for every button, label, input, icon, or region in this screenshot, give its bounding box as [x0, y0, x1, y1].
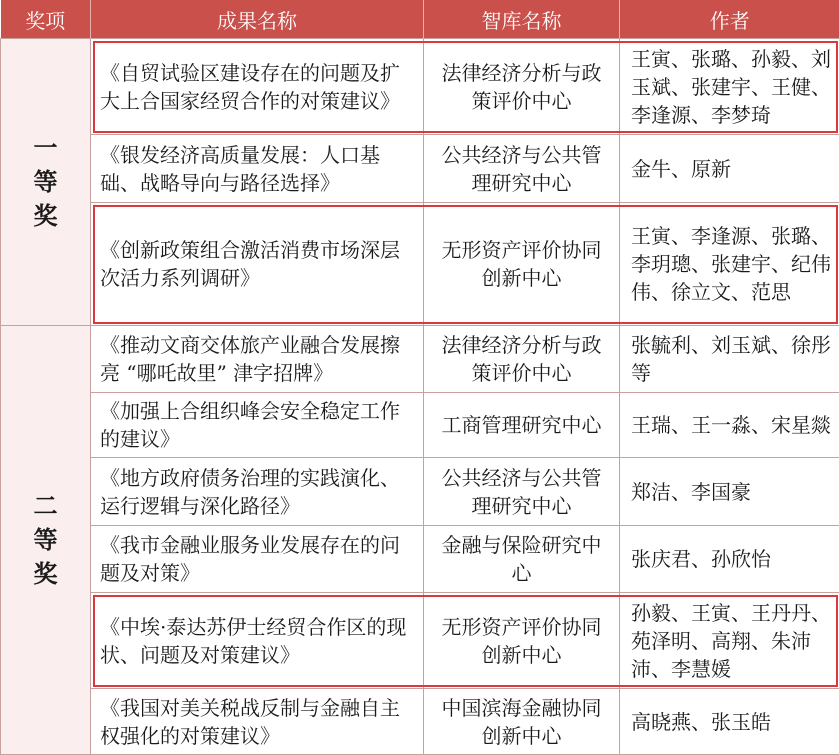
- header-row: [1, 0, 839, 39]
- title-cell: 《中埃·泰达苏伊士经贸合作区的现状、问题及对策建议》: [91, 593, 424, 689]
- org-cell: 无形资产评价协同创新中心: [424, 203, 620, 326]
- table-row: [1, 203, 839, 326]
- title-cell: 《我国对美关税战反制与金融自主权强化的对策建议》: [91, 689, 424, 755]
- header-title: 成果名称: [91, 0, 424, 39]
- authors-cell: 郑洁、李国豪: [620, 458, 839, 526]
- table-row: [1, 526, 839, 593]
- title-cell: 《我市金融业服务业发展存在的问题及对策》: [91, 526, 424, 593]
- authors-cell: 金牛、原新: [620, 135, 839, 203]
- header-authors: 作者: [620, 0, 839, 39]
- header-org: 智库名称: [424, 0, 620, 39]
- org-cell: 无形资产评价协同创新中心: [424, 593, 620, 689]
- award-first-prize: 一等奖: [1, 39, 91, 326]
- table-row: [1, 458, 839, 526]
- title-cell: 《推动文商交体旅产业融合发展擦亮 “哪吒故里” 津字招牌》: [91, 326, 424, 393]
- table-row: [1, 326, 839, 393]
- authors-cell: 张毓利、刘玉斌、徐彤等: [620, 326, 839, 393]
- header-award: 奖项: [1, 0, 91, 39]
- org-cell: 工商管理研究中心: [424, 393, 620, 458]
- authors-cell: 孙毅、王寅、王丹丹、苑泽明、高翔、朱沛沛、李慧媛: [620, 593, 839, 689]
- title-cell: 《银发经济高质量发展：人口基础、战略导向与路径选择》: [91, 135, 424, 203]
- org-cell: 公共经济与公共管理研究中心: [424, 458, 620, 526]
- authors-cell: 高晓燕、张玉皓: [620, 689, 839, 755]
- authors-cell: 王瑞、王一淼、宋星燚: [620, 393, 839, 458]
- title-cell: 《自贸试验区建设存在的问题及扩大上合国家经贸合作的对策建议》: [91, 39, 424, 135]
- table-row: [1, 393, 839, 458]
- table-row: [1, 39, 839, 135]
- org-cell: 法律经济分析与政策评价中心: [424, 326, 620, 393]
- table-row: [1, 593, 839, 689]
- award-second-prize: 二等奖: [1, 326, 91, 755]
- org-cell: 法律经济分析与政策评价中心: [424, 39, 620, 135]
- table-row: [1, 689, 839, 755]
- org-cell: 中国滨海金融协同创新中心: [424, 689, 620, 755]
- authors-cell: 王寅、李逢源、张璐、李玥璁、张建宇、纪伟伟、徐立文、范思: [620, 203, 839, 326]
- title-cell: 《地方政府债务治理的实践演化、运行逻辑与深化路径》: [91, 458, 424, 526]
- org-cell: 公共经济与公共管理研究中心: [424, 135, 620, 203]
- org-cell: 金融与保险研究中心: [424, 526, 620, 593]
- title-cell: 《创新政策组合激活消费市场深层次活力系列调研》: [91, 203, 424, 326]
- authors-cell: 张庆君、孙欣怡: [620, 526, 839, 593]
- table-row: [1, 135, 839, 203]
- title-cell: 《加强上合组织峰会安全稳定工作的建议》: [91, 393, 424, 458]
- authors-cell: 王寅、张璐、孙毅、刘玉斌、张建宇、王健、李逢源、李梦琦: [620, 39, 839, 135]
